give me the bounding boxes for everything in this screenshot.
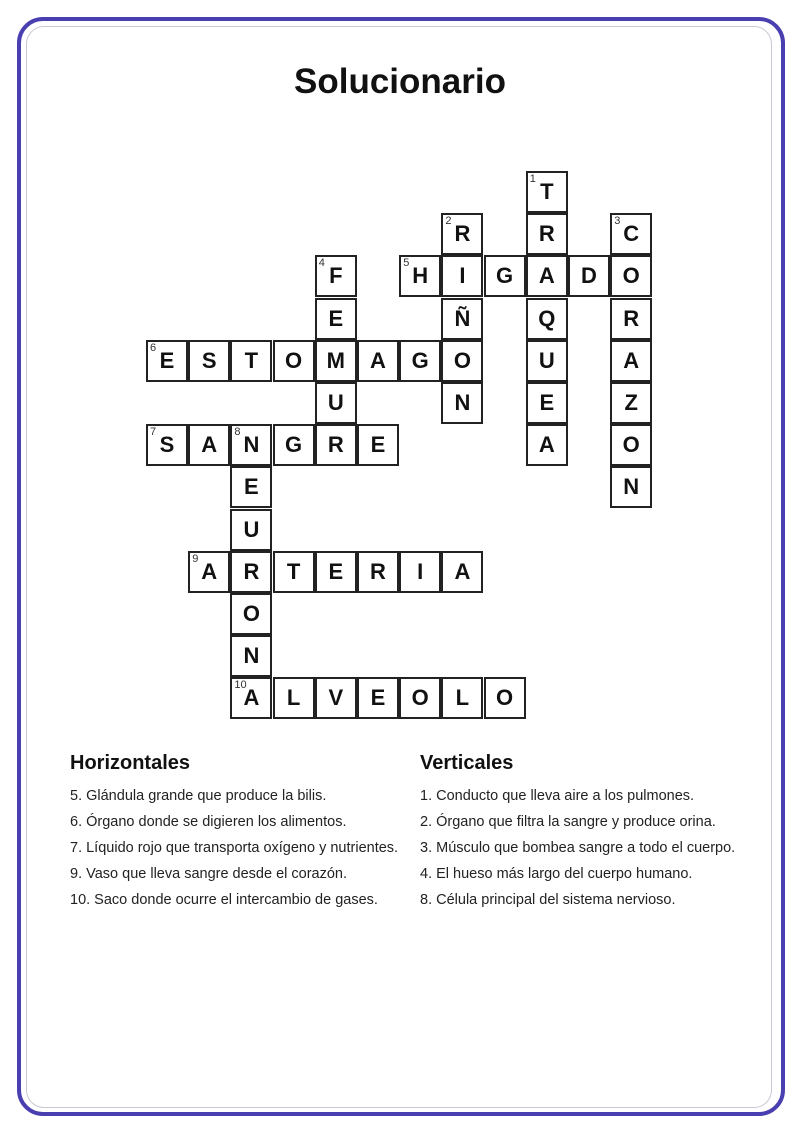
across-clues — [70, 752, 430, 913]
cell-letter: E — [328, 558, 344, 584]
grid-cell — [399, 551, 441, 593]
across-clue: 9. Vaso que lleva sangre desde el corazón. — [70, 866, 348, 882]
cell-letter: E — [159, 347, 175, 373]
cell-letter: L — [455, 685, 470, 711]
cell-letter: N — [243, 432, 260, 458]
grid-cell — [441, 298, 483, 340]
grid-cell — [441, 340, 483, 382]
cell-letter: L — [286, 685, 301, 711]
grid-cell — [441, 213, 483, 255]
grid-cell — [188, 340, 230, 382]
grid-cell — [441, 677, 483, 719]
cell-letter: I — [459, 263, 466, 289]
grid-cell — [273, 340, 315, 382]
cell-letter: A — [201, 432, 218, 458]
cell-letter: E — [539, 390, 555, 415]
clue-number: 9 — [192, 552, 199, 565]
across-clue: 5. Glándula grande que produce la bilis. — [70, 788, 327, 804]
grid-cell — [230, 551, 272, 593]
cell-letter: A — [623, 347, 640, 373]
cell-letter: O — [453, 347, 471, 373]
cell-letter: G — [285, 432, 303, 458]
down-clue: 4. El hueso más largo del cuerpo humano. — [420, 866, 693, 882]
grid-cell — [526, 298, 568, 340]
cell-letter: O — [622, 432, 640, 458]
cell-letter: D — [581, 263, 597, 289]
cell-letter: T — [540, 179, 554, 204]
cell-letter: G — [411, 347, 429, 373]
across-clue: 6. Órgano donde se digieren los alimentos. — [70, 814, 347, 830]
cell-letter: R — [454, 221, 471, 247]
clue-number: 3 — [614, 215, 621, 228]
cell-letter: G — [496, 263, 514, 289]
across-clue: 10. Saco donde ocurre el intercambio de gases. — [70, 892, 378, 908]
grid-cell — [610, 340, 652, 382]
grid-cell — [568, 255, 610, 297]
cell-letter: C — [623, 221, 640, 247]
grid-cell — [610, 382, 652, 424]
clue-number: 10 — [234, 679, 247, 692]
cell-letter: R — [538, 221, 555, 247]
across-heading: Horizontales — [70, 752, 191, 774]
down-clue: 3. Músculo que bombea sangre a todo el cuerpo. — [420, 840, 736, 856]
grid-cell — [610, 298, 652, 340]
clue-number: 1 — [529, 173, 536, 185]
grid-cell — [441, 551, 483, 593]
cell-letter: M — [326, 347, 345, 373]
grid-cell — [610, 466, 652, 508]
grid-cell — [484, 255, 526, 297]
cell-letter: T — [244, 347, 259, 373]
down-clue: 2. Órgano que filtra la sangre y produce orina. — [420, 814, 716, 830]
down-clue: 1. Conducto que lleva aire a los pulmones. — [420, 788, 695, 804]
cell-letter: A — [243, 685, 260, 711]
grid-cell — [188, 551, 230, 593]
grid-cell — [146, 424, 188, 466]
cell-letter: Ñ — [454, 305, 471, 331]
cell-letter: U — [538, 347, 555, 373]
cell-letter: N — [243, 643, 260, 669]
grid-cell — [230, 509, 272, 551]
grid-cell — [273, 424, 315, 466]
cell-letter: O — [285, 347, 303, 373]
cell-letter: Z — [624, 390, 638, 415]
grid-cell — [399, 677, 441, 719]
cell-letter: A — [201, 558, 218, 584]
grid-cell — [357, 551, 399, 593]
cell-letter: I — [417, 558, 424, 584]
clue-number: 7 — [150, 426, 157, 439]
grid-cell — [273, 677, 315, 719]
grid-cell — [273, 551, 315, 593]
cell-letter: E — [370, 685, 386, 711]
cell-letter: O — [411, 685, 429, 711]
cell-letter: V — [328, 685, 344, 711]
across-clue: 7. Líquido rojo que transporta oxígeno y nutrientes. — [70, 840, 399, 856]
grid-cell — [526, 382, 568, 424]
cell-letter: A — [370, 347, 386, 373]
cell-letter: O — [242, 601, 260, 626]
cell-letter: S — [201, 347, 217, 373]
cell-letter: U — [243, 516, 260, 542]
grid-cell — [315, 298, 357, 340]
grid-cell — [526, 171, 568, 213]
cell-letter: T — [286, 558, 301, 584]
grid-cell — [357, 424, 399, 466]
cell-letter: S — [159, 432, 175, 458]
cell-letter: O — [496, 685, 514, 711]
cell-letter: N — [623, 474, 640, 500]
clue-number: 2 — [445, 215, 452, 228]
grid-cell — [315, 551, 357, 593]
grid-cell — [526, 255, 568, 297]
cell-letter: E — [328, 305, 344, 331]
cell-letter: E — [244, 474, 259, 500]
down-clue: 8. Célula principal del sistema nervioso. — [420, 892, 676, 908]
grid-cell — [357, 340, 399, 382]
cell-letter: N — [454, 390, 471, 415]
grid-cell — [146, 340, 188, 382]
cell-letter: R — [370, 558, 386, 584]
clue-number: 4 — [318, 257, 325, 270]
cell-letter: U — [327, 390, 344, 415]
cell-letter: R — [623, 305, 640, 331]
grid-cell — [441, 255, 483, 297]
cell-letter: H — [412, 263, 429, 289]
down-clues — [420, 752, 780, 913]
grid-cell — [610, 255, 652, 297]
clue-number: 6 — [150, 341, 157, 354]
grid-cell — [315, 424, 357, 466]
grid-cell — [399, 255, 441, 297]
grid-cell — [230, 635, 272, 677]
grid-cell — [230, 424, 272, 466]
cell-letter: R — [327, 432, 344, 458]
cell-letter: E — [370, 432, 386, 458]
grid-cell — [315, 677, 357, 719]
grid-cell — [230, 593, 272, 635]
page-title: Solucionario — [294, 62, 506, 101]
grid-cell — [230, 466, 272, 508]
grid-cell — [399, 340, 441, 382]
grid-cell — [188, 424, 230, 466]
grid-cell — [610, 424, 652, 466]
grid-cell — [315, 382, 357, 424]
cell-letter: Q — [538, 305, 556, 331]
cell-letter: A — [454, 558, 471, 584]
grid-cell — [526, 424, 568, 466]
grid-cell — [484, 677, 526, 719]
cell-letter: A — [538, 263, 555, 289]
cell-letter: R — [243, 558, 260, 584]
grid-cell — [315, 340, 357, 382]
cell-letter: A — [538, 432, 555, 458]
cell-letter: F — [329, 263, 343, 289]
grid-cell — [357, 677, 399, 719]
grid-cell — [315, 255, 357, 297]
clue-number: 5 — [403, 257, 410, 270]
grid-cell — [441, 382, 483, 424]
cell-letter: O — [622, 263, 640, 289]
grid-cell — [610, 213, 652, 255]
grid-cell — [526, 213, 568, 255]
down-heading: Verticales — [420, 752, 514, 774]
grid-cell — [230, 677, 272, 719]
clue-number: 8 — [234, 426, 241, 439]
grid-cell — [230, 340, 272, 382]
grid-cell — [526, 340, 568, 382]
